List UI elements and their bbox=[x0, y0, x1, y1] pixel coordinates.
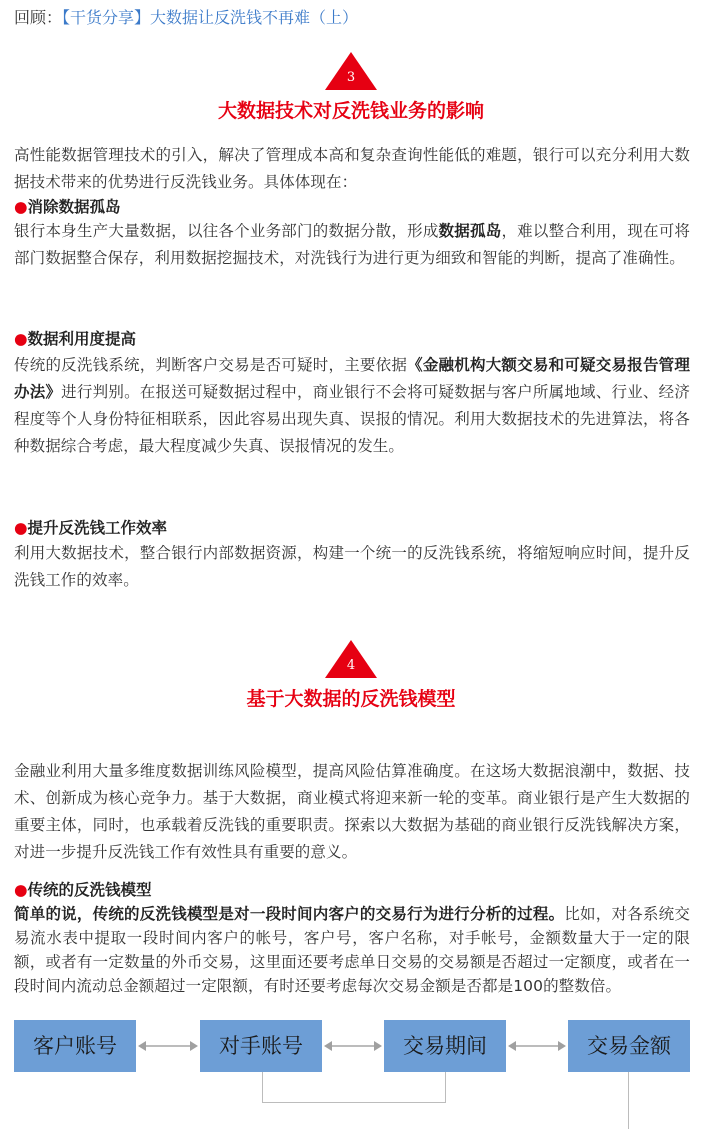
diagram-tree-line bbox=[445, 1072, 446, 1102]
diagram-connector bbox=[332, 1045, 374, 1047]
paragraph-data-utilization: 传统的反洗钱系统，判断客户交易是否可疑时，主要依据《金融机构大额交易和可疑交易报告管理办法》进行判别。在报送可疑数据过程中，商业银行不会将可疑数据与客户所属地域、行业、经济程度等个人身份特征相联系，因此容易出现失真、误报的情况。利用大数据技术的先进算法，将各种数据综合考虑，最大程度减少失真、误报情况的发生。 bbox=[14, 356, 690, 455]
section-3-intro: 高性能数据管理技术的引入，解决了管理成本高和复杂查询性能低的难题，银行可以充分利用大数据技术带来的优势进行反洗钱业务。具体体现在： bbox=[14, 146, 690, 191]
arrow-left-icon bbox=[508, 1041, 516, 1051]
review-link[interactable]: 【干货分享】大数据让反洗钱不再难（上） bbox=[62, 8, 359, 27]
diagram-box-customer-account: 客户账号 bbox=[14, 1020, 136, 1072]
diagram-tree-line bbox=[262, 1072, 263, 1102]
diagram-box-trade-period: 交易期间 bbox=[384, 1020, 506, 1072]
paragraph-data-silo: 银行本身生产大量数据，以往各个业务部门的数据分散，形成数据孤岛，难以整合利用，现在可将部门数据整合保存，利用数据挖掘技术，对洗钱行为进行更为细致和智能的判断，提高了准确性。 bbox=[14, 222, 691, 267]
section-3-title: 大数据技术对反洗钱业务的影响 bbox=[217, 100, 484, 122]
bullet-icon: ● bbox=[14, 198, 28, 216]
heading-traditional-model: ●传统的反洗钱模型 bbox=[14, 881, 152, 899]
heading-efficiency: ●提升反洗钱工作效率 bbox=[14, 519, 168, 537]
review-label: 回顾： bbox=[14, 8, 63, 27]
arrow-left-icon bbox=[138, 1041, 146, 1051]
heading-data-silo: ●消除数据孤岛 bbox=[14, 198, 121, 216]
review-line bbox=[14, 6, 358, 30]
heading-data-utilization: ●数据利用度提高 bbox=[14, 330, 137, 348]
section-3-number: 3 bbox=[346, 70, 356, 85]
arrow-right-icon bbox=[374, 1041, 382, 1051]
diagram-box-counterparty-account: 对手账号 bbox=[200, 1020, 322, 1072]
section-4-title: 基于大数据的反洗钱模型 bbox=[246, 688, 456, 710]
diagram-connector bbox=[146, 1045, 190, 1047]
arrow-left-icon bbox=[324, 1041, 332, 1051]
bullet-icon: ● bbox=[14, 330, 28, 348]
arrow-right-icon bbox=[190, 1041, 198, 1051]
bullet-icon: ● bbox=[14, 881, 28, 899]
section-4-intro: 金融业利用大量多维度数据训练风险模型，提高风险估算准确度。在这场大数据浪潮中，数据、技术、创新成为核心竞争力。基于大数据，商业模式将迎来新一轮的变革。商业银行是产生大数据的重要主体，同时，也承载着反洗钱的重要职责。探索以大数据为基础的商业银行反洗钱解决方案，对进一步提升反洗钱工作有效性具有重要的意义。 bbox=[14, 762, 690, 861]
diagram-tree-line bbox=[628, 1072, 629, 1129]
diagram-tree-line bbox=[262, 1102, 446, 1103]
bullet-icon: ● bbox=[14, 519, 28, 537]
arrow-right-icon bbox=[558, 1041, 566, 1051]
diagram-box-trade-amount: 交易金额 bbox=[568, 1020, 690, 1072]
paragraph-efficiency: 利用大数据技术，整合银行内部数据资源，构建一个统一的反洗钱系统，将缩短响应时间，提升反洗钱工作的效率。 bbox=[14, 544, 690, 589]
paragraph-traditional-model: 简单的说，传统的反洗钱模型是对一段时间内客户的交易行为进行分析的过程。比如，对各系统交易流水表中提取一段时间内客户的帐号，客户号，客户名称，对手帐号，金额数量大于一定的限额，或者有一定数量的外币交易，这里面还要考虑单日交易的交易额是否超过一定额度，或者在一段时间内流动总金额超过一定限额，有时还要考虑每次交易金额是否都是100的整数倍。 bbox=[14, 905, 690, 995]
section-4-number: 4 bbox=[346, 658, 356, 673]
diagram-connector bbox=[516, 1045, 558, 1047]
